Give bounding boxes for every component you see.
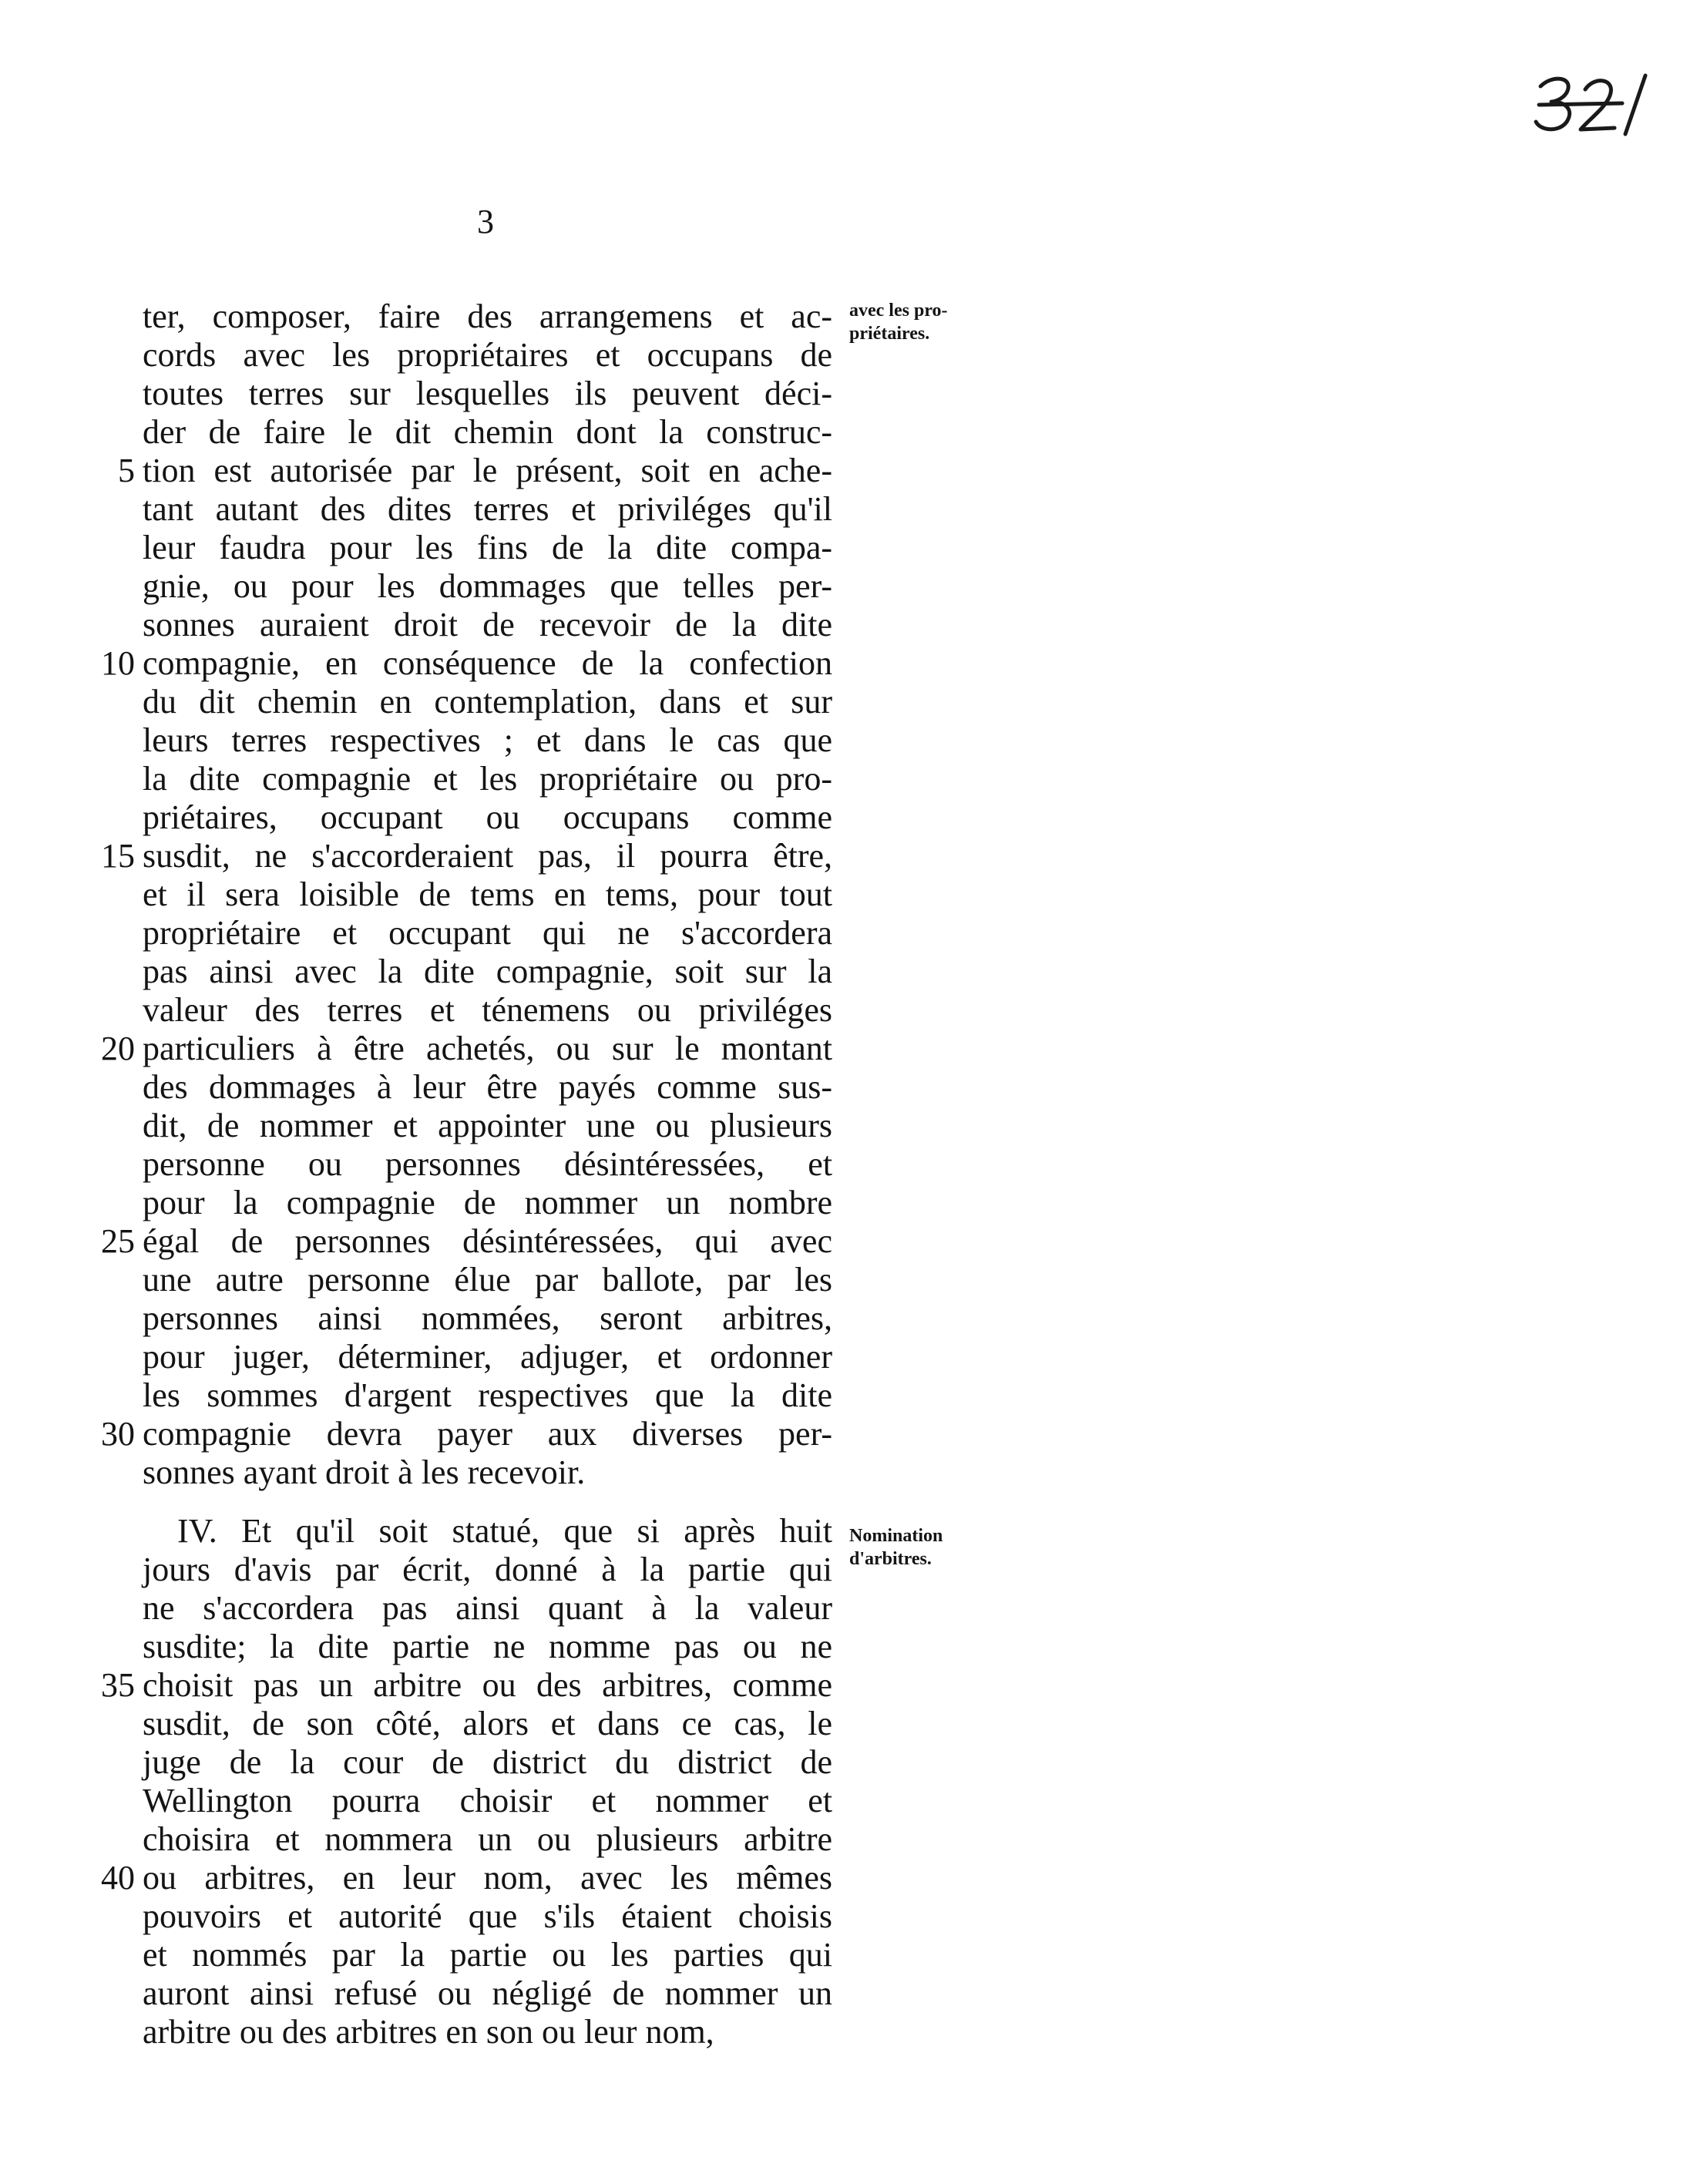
text-line: tant autant des dites terres et priviléges qu'il	[143, 490, 832, 528]
text-line: priétaires, occupant ou occupans comme	[143, 798, 832, 836]
line-number: 15	[101, 837, 135, 875]
text-line: sonnes auraient droit de recevoir de la dite	[143, 606, 832, 643]
text-line: choisit pas un arbitre ou des arbitres, comme	[143, 1666, 832, 1704]
text-line: IV. Et qu'il soit statué, que si après huit	[177, 1512, 832, 1550]
margin-note	[849, 1524, 1034, 1571]
text-line: arbitre ou des arbitres en son ou leur nom,	[143, 2013, 714, 2051]
text-line: dit, de nommer et appointer une ou plusieurs	[143, 1107, 832, 1144]
text-line: égal de personnes désintéressées, qui avec	[143, 1222, 832, 1260]
line-number: 30	[101, 1415, 135, 1453]
text-line: jours d'avis par écrit, donné à la partie qui	[143, 1551, 832, 1588]
margin-note-line: priétaires.	[849, 324, 930, 344]
line-number: 40	[101, 1859, 135, 1897]
text-line: ter, composer, faire des arrangemens et ac-	[143, 297, 832, 335]
text-line: pour juger, déterminer, adjuger, et ordonner	[143, 1338, 832, 1376]
text-line: pouvoirs et autorité que s'ils étaient choisis	[143, 1897, 832, 1935]
text-line: ou arbitres, en leur nom, avec les mêmes	[143, 1859, 832, 1897]
text-line: susdite; la dite partie ne nomme pas ou ne	[143, 1628, 832, 1665]
text-line: une autre personne élue par ballote, par les	[143, 1261, 832, 1299]
text-line: toutes terres sur lesquelles ils peuvent déci-	[143, 375, 832, 412]
text-line: choisira et nommera un ou plusieurs arbitre	[143, 1820, 832, 1858]
text-line: susdit, ne s'accorderaient pas, il pourra être,	[143, 837, 832, 875]
text-line: valeur des terres et ténemens ou priviléges	[143, 991, 832, 1029]
page-number: 3	[477, 203, 494, 240]
text-line: compagnie, en conséquence de la confection	[143, 644, 832, 682]
text-line: les sommes d'argent respectives que la dite	[143, 1376, 832, 1414]
text-line: particuliers à être achetés, ou sur le montant	[143, 1030, 832, 1067]
text-line: et nommés par la partie ou les parties qui	[143, 1936, 832, 1974]
text-line: personnes ainsi nommées, seront arbitres,	[143, 1299, 832, 1337]
text-line: tion est autorisée par le présent, soit en ache-	[143, 452, 832, 489]
margin-note-line: d'arbitres.	[849, 1549, 932, 1569]
text-line: et il sera loisible de tems en tems, pour tout	[143, 875, 832, 913]
text-line: gnie, ou pour les dommages que telles per-	[143, 567, 832, 605]
line-number: 10	[101, 644, 135, 682]
text-line: der de faire le dit chemin dont la construc-	[143, 413, 832, 451]
text-line: leurs terres respectives ; et dans le cas que	[143, 721, 832, 759]
text-line: personne ou personnes désintéressées, et	[143, 1145, 832, 1183]
text-line: auront ainsi refusé ou négligé de nommer un	[143, 1974, 832, 2012]
text-line: du dit chemin en contemplation, dans et sur	[143, 683, 832, 721]
text-line: compagnie devra payer aux diverses per-	[143, 1415, 832, 1453]
text-line: Wellington pourra choisir et nommer et	[143, 1782, 832, 1819]
text-line: des dommages à leur être payés comme sus-	[143, 1068, 832, 1106]
text-line: juge de la cour de district du district de	[143, 1743, 832, 1781]
margin-note-line: Nomination	[849, 1526, 943, 1546]
text-line: susdit, de son côté, alors et dans ce cas, le	[143, 1705, 832, 1742]
line-number: 25	[101, 1222, 135, 1260]
text-line: propriétaire et occupant qui ne s'accordera	[143, 914, 832, 952]
text-line: sonnes ayant droit à les recevoir.	[143, 1453, 586, 1491]
text-line: pour la compagnie de nommer un nombre	[143, 1184, 832, 1221]
text-line: la dite compagnie et les propriétaire ou pro-	[143, 760, 832, 798]
text-line: cords avec les propriétaires et occupans de	[143, 336, 832, 374]
margin-note	[849, 299, 1034, 345]
line-number: 20	[101, 1030, 135, 1067]
text-line: pas ainsi avec la dite compagnie, soit sur la	[143, 953, 832, 990]
text-line: ne s'accordera pas ainsi quant à la valeur	[143, 1589, 832, 1627]
margin-note-line: avec les pro-	[849, 301, 948, 321]
line-number: 35	[101, 1666, 135, 1704]
text-line: leur faudra pour les fins de la dite compa-	[143, 529, 832, 566]
line-number: 5	[118, 452, 135, 489]
